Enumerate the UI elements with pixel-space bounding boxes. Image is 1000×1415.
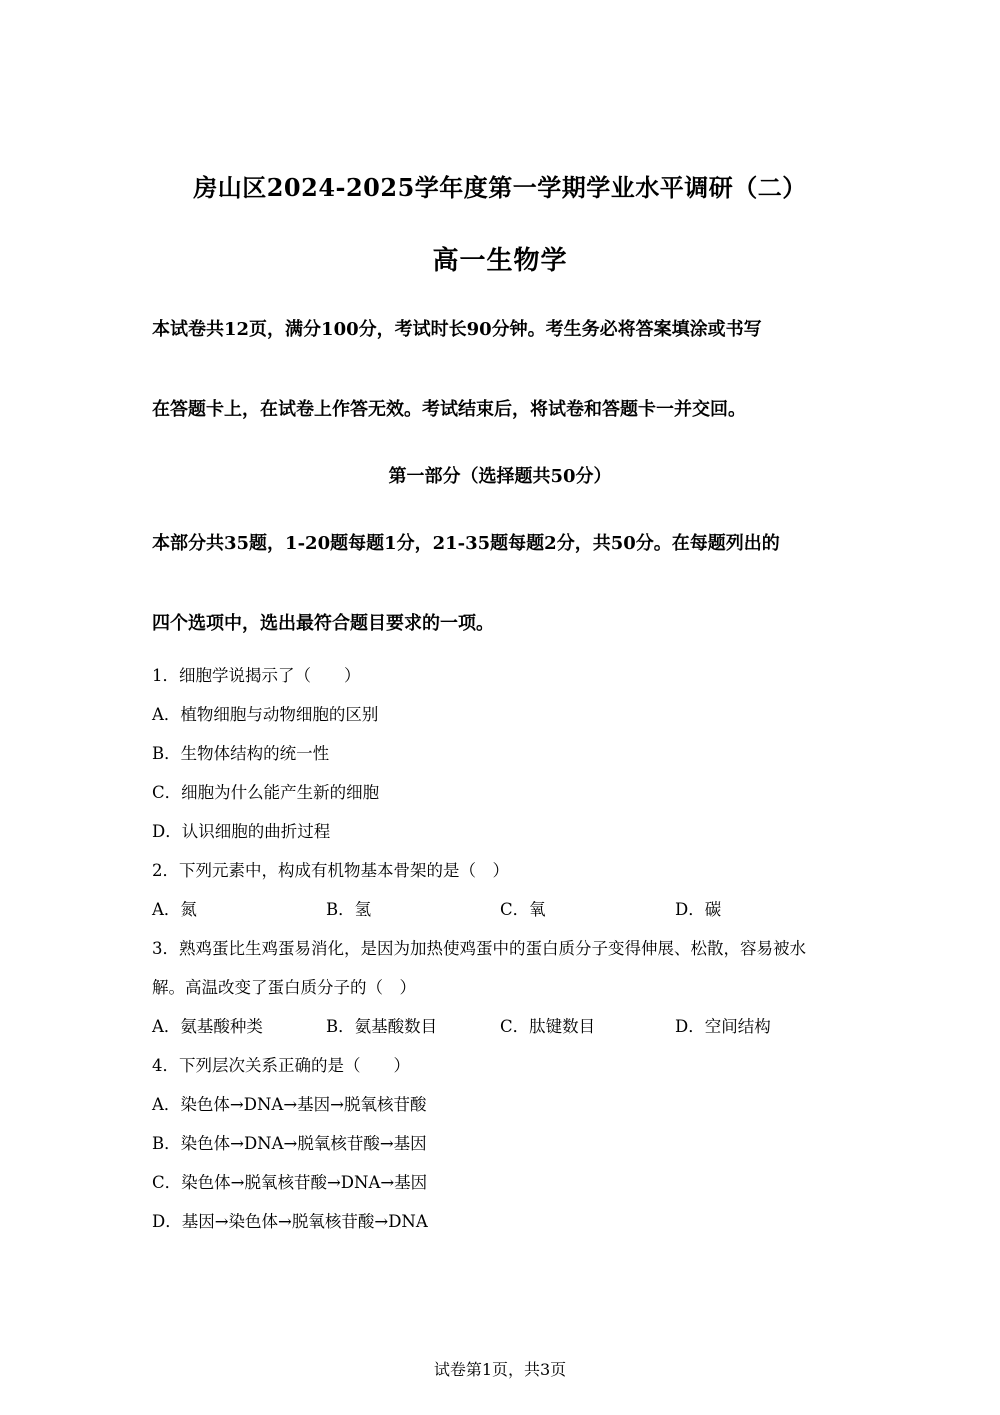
- question-2-option-d: D．碳: [675, 900, 722, 919]
- question-1-option-d: D．认识细胞的曲折过程: [152, 822, 331, 841]
- question-1-option-c: C．细胞为什么能产生新的细胞: [152, 783, 380, 802]
- exam-subject: 高一生物学: [432, 246, 568, 276]
- instructions-line-1: 本试卷共12页，满分100分，考试时长90分钟。考生务必将答案填涂或书写: [152, 319, 762, 340]
- exam-title: 房山区2024-2025学年度第一学期学业水平调研（二）: [193, 173, 807, 202]
- question-3-stem-line-1: 3．熟鸡蛋比生鸡蛋易消化，是因为加热使鸡蛋中的蛋白质分子变得伸展、松散，容易被水: [152, 939, 806, 958]
- question-2-option-c: C．氧: [500, 900, 546, 919]
- question-1-option-b: B．生物体结构的统一性: [152, 744, 330, 763]
- question-3-option-a: A．氨基酸种类: [152, 1017, 263, 1036]
- page-footer: 试卷第1页，共3页: [433, 1360, 567, 1379]
- question-2-option-a: A．氮: [152, 900, 197, 919]
- question-4-option-c: C．染色体→脱氧核苷酸→DNA→基因: [152, 1173, 428, 1192]
- question-4-option-b: B．染色体→DNA→脱氧核苷酸→基因: [152, 1134, 427, 1153]
- instructions-line-2: 在答题卡上，在试卷上作答无效。考试结束后，将试卷和答题卡一并交回。: [152, 399, 746, 420]
- question-3-option-d: D．空间结构: [675, 1017, 771, 1036]
- question-3-option-b: B．氨基酸数目: [326, 1017, 438, 1036]
- question-4-option-d: D．基因→染色体→脱氧核苷酸→DNA: [152, 1212, 428, 1231]
- part-one-desc-line-1: 本部分共35题，1-20题每题1分，21-35题每题2分，共50分。在每题列出的: [152, 533, 780, 554]
- question-4-stem: 4．下列层次关系正确的是（ ）: [152, 1056, 410, 1075]
- question-1-option-a: A．植物细胞与动物细胞的区别: [152, 705, 379, 724]
- question-3-option-c: C．肽键数目: [500, 1017, 596, 1036]
- part-one-desc-line-2: 四个选项中，选出最符合题目要求的一项。: [152, 613, 494, 634]
- question-2-stem: 2．下列元素中，构成有机物基本骨架的是（ ）: [152, 861, 509, 880]
- question-2-option-b: B．氢: [326, 900, 372, 919]
- part-one-title: 第一部分（选择题共50分）: [388, 466, 612, 487]
- question-3-stem-line-2: 解。高温改变了蛋白质分子的（ ）: [152, 978, 416, 997]
- question-4-option-a: A．染色体→DNA→基因→脱氧核苷酸: [152, 1095, 427, 1114]
- question-1-stem: 1．细胞学说揭示了（ ）: [152, 666, 361, 685]
